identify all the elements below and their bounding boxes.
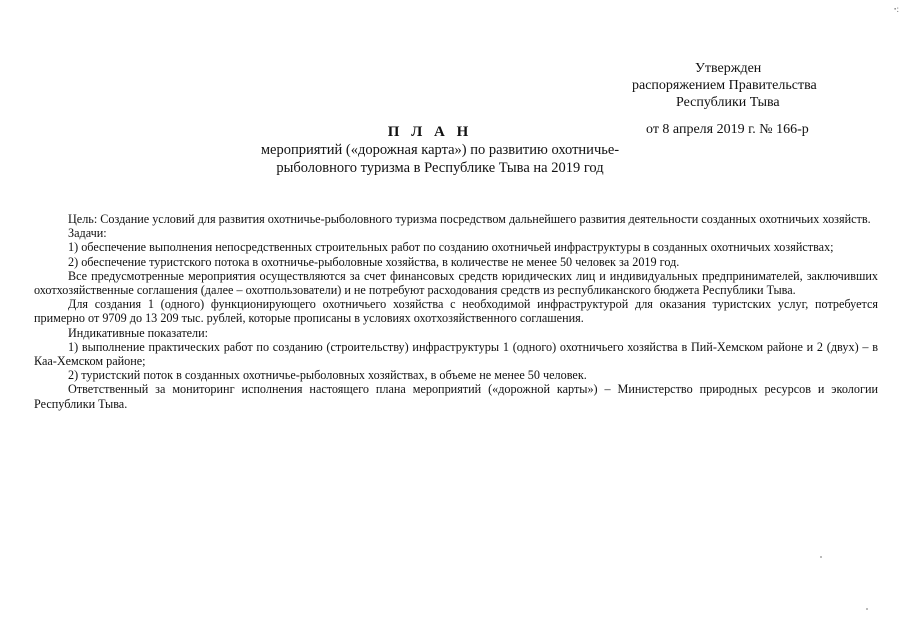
scan-speck: [820, 556, 822, 558]
paragraph-indicator-1: 1) выполнение практических работ по созданию (строительству) инфраструктуры 1 (одного) охотничьего хозяйства в Пий-Хемском районе и 2 (двух) – в Каа-Хемском районе;: [34, 339, 878, 369]
approval-date: от 8 апреля 2019 г. № 166-р: [646, 122, 809, 137]
paragraph-financing: Все предусмотренные мероприятия осуществляются за счет финансовых средств юридических лиц и индивидуальных предпринимателей, заключивших охотхозяйственные соглашения (далее – охотпользователи) и не потребуют расходования средств из республиканского бюджета Республики Тыва.: [34, 268, 878, 298]
approval-approved: Утвержден: [695, 61, 762, 76]
paragraph-goal: Цель: Создание условий для развития охотничье-рыболовного туризма посредством дальнейшего развития деятельности созданных охотничьих хозяйств.: [68, 212, 871, 226]
paragraph-task-1: 1) обеспечение выполнения непосредственных строительных работ по созданию охотничьей инфраструктуры в созданных охотничьих хозяйствах;: [68, 240, 834, 255]
approval-order: распоряжением Правительства: [632, 78, 817, 93]
title-heading: П Л А Н: [387, 124, 473, 140]
paragraph-indicator-2: 2) туристский поток в созданных охотничье-рыболовных хозяйствах, в объеме не менее 50 человек.: [68, 368, 587, 383]
title-subtitle-line-2: рыболовного туризма в Республике Тыва на 2019 год: [276, 160, 604, 176]
document-body: [34, 212, 878, 411]
scan-speck: [866, 608, 868, 610]
scan-mark: ꞏ:: [893, 4, 899, 14]
paragraph-task-2: 2) обеспечение туристского потока в охотничье-рыболовные хозяйства, в количестве не менее 50 человек за 2019 год.: [68, 254, 680, 269]
document-title: [230, 124, 650, 177]
paragraph-indicators-heading: Индикативные показатели:: [68, 325, 209, 340]
paragraph-cost: Для создания 1 (одного) функционирующего охотничьего хозяйства с необходимой инфраструктурой для оказания туристских услуг, потребуется примерно от 9709 до 13 209 тыс. рублей, которые прописаны в условиях охотхозяйственного соглашения.: [34, 297, 878, 326]
approval-republic: Республики Тыва: [676, 95, 780, 110]
title-subtitle-line-1: мероприятий («дорожная карта») по развитию охотничье-: [260, 142, 620, 158]
paragraph-tasks-heading: Задачи:: [68, 226, 107, 241]
paragraph-responsible: Ответственный за мониторинг исполнения настоящего плана мероприятий («дорожной карты») – Министерство природных ресурсов и экологии Республики Тыва.: [34, 382, 878, 411]
